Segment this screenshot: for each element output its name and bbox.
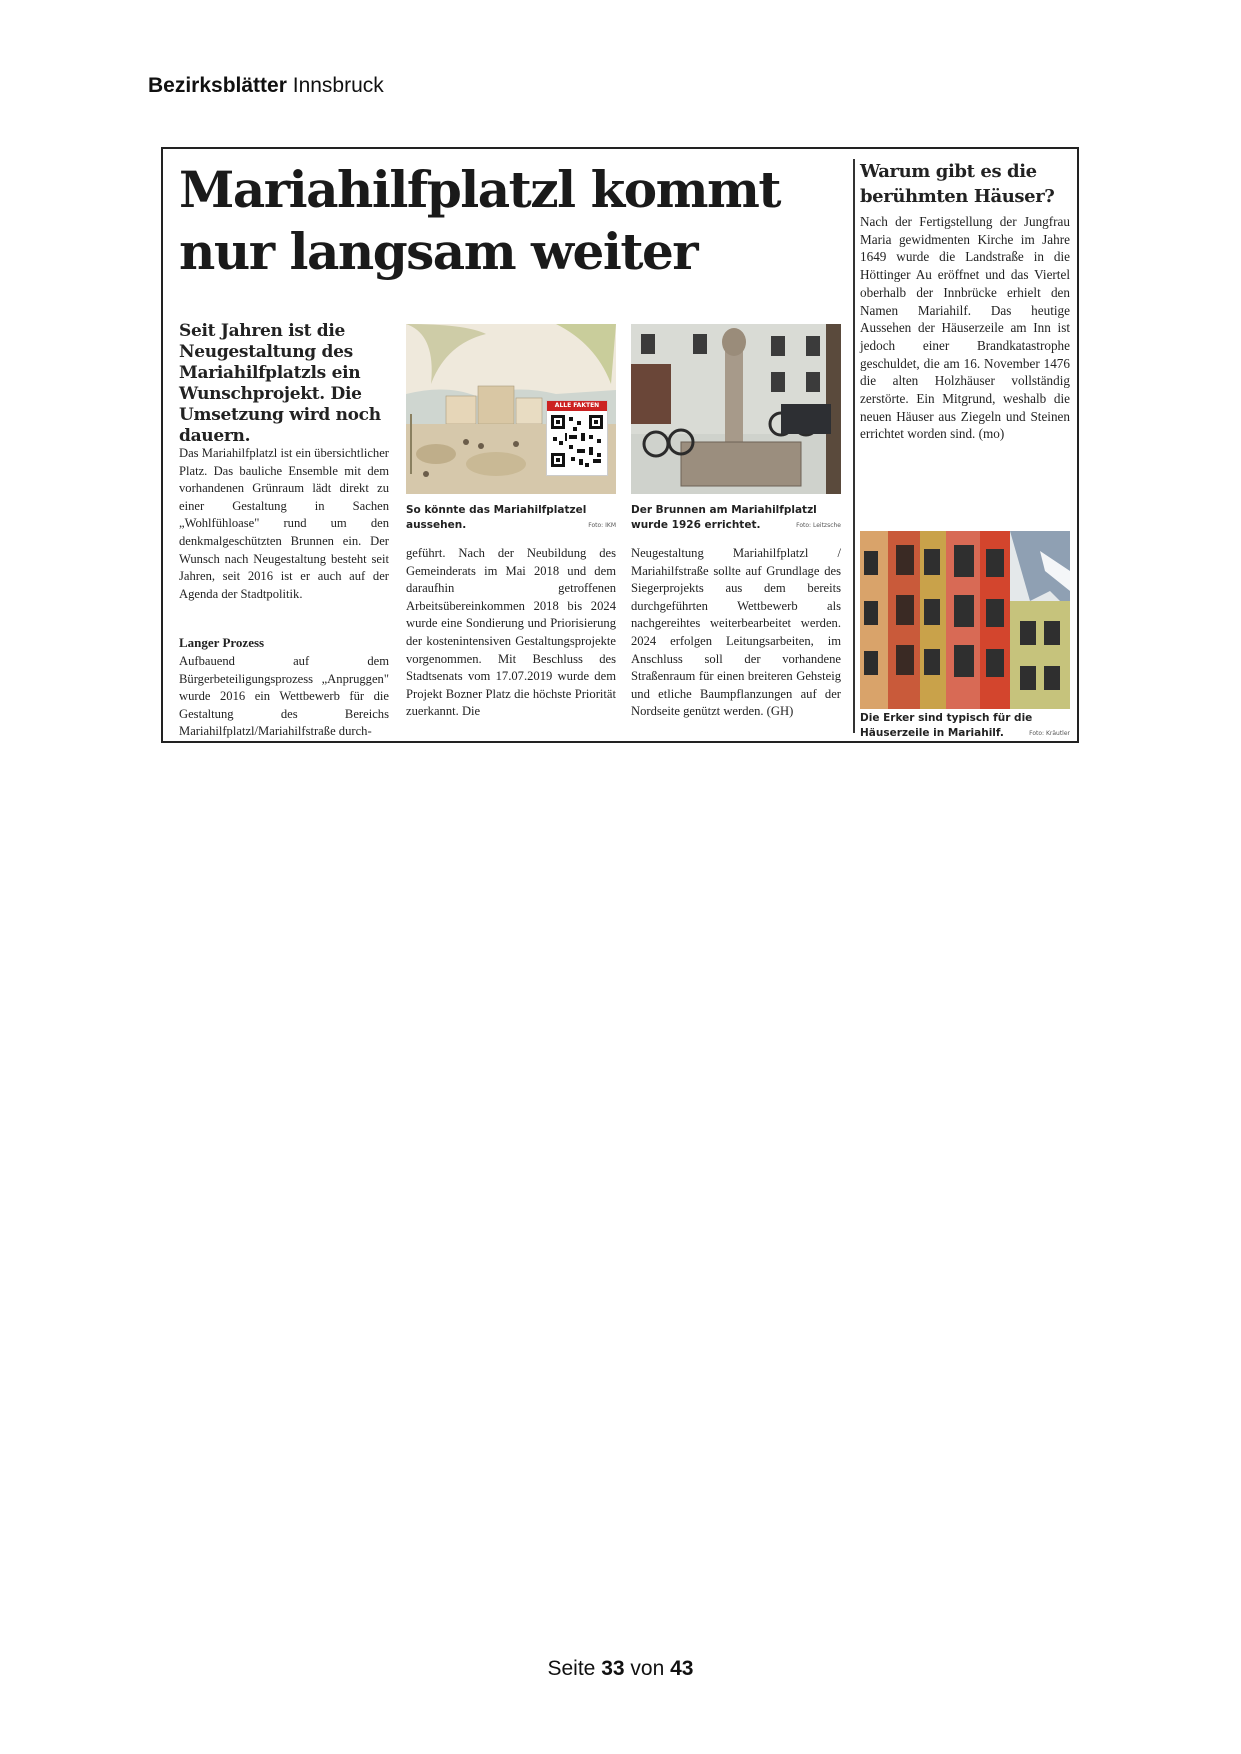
rendering-caption-text: So könnte das Mariahilfplatzel aussehen. <box>406 504 587 531</box>
article-body-col3: Neugestaltung Mariahilfplatzl / Mariahilfstraße sollte auf Grundlage des Siegerprojekts aus dem bereits durchgeführten Wettbewerb als nachgereihtes weiterbearbeitet werden. 2024 erfolgen Leitungsarbeiten, im Anschluss soll der vorhandene Straßenraum für einen breiteren Gehsteig und etliche Baumpflanzungen auf der Nordseite genützt werden. (GH) <box>631 546 841 719</box>
houses-photo <box>860 531 1070 709</box>
publication-region: Innsbruck <box>292 74 384 97</box>
publication-header <box>148 74 384 98</box>
column-divider <box>853 159 855 733</box>
fountain-photo <box>631 324 841 494</box>
fountain-image <box>631 324 841 494</box>
qr-code-badge[interactable] <box>546 400 608 476</box>
fountain-caption <box>631 503 841 533</box>
rendering-credit: Foto: IKM <box>588 522 616 529</box>
article-body-col2: geführt. Nach der Neubildung des Gemeinderats im Mai 2018 und dem daraufhin getroffenen Arbeitsübereinkommen 2018 bis 2024 wurde eine Sondierung und Priorisierung der kostenintensiven Gestaltungsprojekte vorgenommen. Mit Beschluss des Stadtsenats vom 17.07.2019 wurde dem Projekt Bozner Platz die höchste Priorität zuerkannt. Die <box>406 546 616 719</box>
newspaper-clipping <box>161 147 1079 743</box>
houses-caption <box>860 711 1070 741</box>
fountain-credit: Foto: Leitzsche <box>796 522 841 529</box>
article-body-col1-cont: Aufbauend auf dem Bürgerbeteiligungsprozess „Anpruggen" wurde 2016 ein Wettbewerb für die Gestaltung des Bereichs Mariahilfplatzl/Mariahilfstraße durch- <box>179 654 389 739</box>
rendering-photo <box>406 324 616 494</box>
page-separator: von <box>630 1657 665 1680</box>
rendering-caption <box>406 503 616 533</box>
article-subhead: Langer Prozess <box>179 635 265 650</box>
article-headline: Mariahilfplatzl kommt nur langsam weiter <box>179 160 780 281</box>
total-pages: 43 <box>670 1657 694 1680</box>
houses-image <box>860 531 1070 709</box>
page-footer <box>0 1657 1241 1681</box>
qr-code-icon <box>549 413 605 469</box>
main-article <box>179 159 849 739</box>
article-lead: Seit Jahren ist die Neugestaltung des Mariahilfplatzls ein Wunschprojekt. Die Umsetzung wird noch dauern. <box>179 321 381 446</box>
qr-badge-label: ALLE FAKTEN <box>547 401 607 411</box>
sidebar-title: Warum gibt es die berühmten Häuser? <box>860 161 1055 207</box>
current-page: 33 <box>601 1657 625 1680</box>
publication-name: Bezirksblätter <box>148 74 287 97</box>
page-label: Seite <box>547 1657 596 1680</box>
article-body-col1: Das Mariahilfplatzl ist ein übersichtlicher Platz. Das bauliche Ensemble mit dem vorhandenen Grünraum lädt direkt zu einer Gestaltung in Sachen „Wohlfühloase" rund um den denkmalgeschützten Brunnen ein. Der Wunsch nach Neugestaltung besteht seit Jahren, seit 2016 ist er auch auf der Agenda der Stadtpolitik. <box>179 446 389 601</box>
houses-credit: Foto: Kräutler <box>1029 730 1070 737</box>
sidebar-box <box>860 159 1070 739</box>
sidebar-body: Nach der Fertigstellung der Jungfrau Maria gewidmenten Kirche im Jahre 1649 wurde die Landstraße in die Höttinger Au eröffnet und das Viertel oberhalb der Innbrücke erhielt den Namen Mariahilf. Das heutige Aussehen der Häuserzeile am Inn ist jedoch einer Brandkatastrophe geschuldet, die am 16. November 1476 die alten Holzhäuser vollständig zerstörte. Ein Mitgrund, weshalb die neuen Häuser aus Ziegeln und Steinen errichtet worden sind. (mo) <box>860 214 1070 442</box>
houses-caption-text: Die Erker sind typisch für die Häuserzeile in Mariahilf. <box>860 712 1033 739</box>
fountain-caption-text: Der Brunnen am Mariahilfplatzl wurde 1926 errichtet. <box>631 504 817 531</box>
